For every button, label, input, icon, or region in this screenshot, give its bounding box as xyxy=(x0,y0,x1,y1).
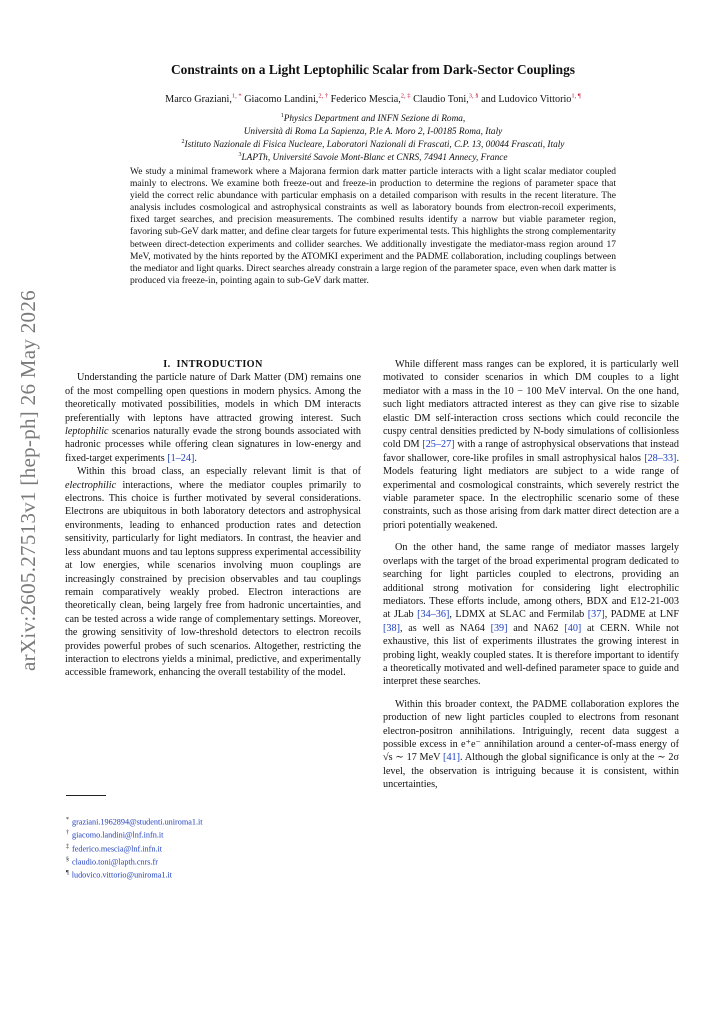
paragraph: On the other hand, the same range of mediator masses largely overlaps with the target of the broad experimental program dedicated to searching for light particles coupled to electrons, providing an additional strong motivation for considering light electrophilic mediators. These efforts include, among others, BDX and E12-21-003 at JLab [34–36], LDMX at SLAC and Fermilab [37], PADME at LNF [38], as well as NA64 [39] and NA62 [40] at CERN. While not exhaustive, this list of experiments illustrates the growing interest in probing light, weakly coupled states. It is therefore important to identify a theoretically motivated and well-defined parameter space to guide and interpret these searches. xyxy=(383,542,679,688)
author: Claudio Toni,$^{3, \S}$ xyxy=(413,93,479,106)
footnote-divider xyxy=(66,795,106,796)
author-list xyxy=(70,93,676,105)
section-heading: I. INTRODUCTION xyxy=(163,359,263,370)
right-column xyxy=(383,358,679,792)
author: and Ludovico Vittorio$^{1, \P}$ xyxy=(481,93,581,106)
footnote: § claudio.toni@lapth.cnrs.fr xyxy=(66,856,158,867)
citation-link[interactable]: [25–27] xyxy=(422,439,455,451)
author: Giacomo Landini,$^{2, \dagger}$ xyxy=(244,93,329,106)
citation-link[interactable]: [41] xyxy=(443,752,461,764)
footnote: * graziani.1962894@studenti.uniroma1.it xyxy=(66,817,203,827)
footnotes xyxy=(66,815,362,882)
arxiv-identifier: arXiv:2605.27513v1 [hep-ph] 26 May 2026 xyxy=(15,289,40,671)
abstract: We study a minimal framework where a Majorana fermion dark matter particle interacts with a light scalar mediator coupled mainly to electrons. We examine both freeze-out and freeze-in production to determine the regions of parameter space that yield the correct relic abundance with particular emphasis on a detailed comparison with results in the recent literature. The analysis includes cosmological and astrophysical constraints as well as laboratory bounds from electron-recoil experiments, fixed target searches, and precision measurements. The combined results identify a narrow but viable parameter region, favoring sub-GeV dark matter, and define clear targets for future experimental tests. This highlights the strong complementarity between direct-detection experiments and collider searches. We additionally investigate the mediator-mass region around 17 MeV, motivated by the hints reported by the ATOMKI experiment and the PADME collaboration, including couplings between the mediator and light quarks. Direct searches already constrain a large region of the parameter space, even when dark matter is produced via freeze-in, pointing again to sub-GeV dark matter. xyxy=(130,167,616,286)
paragraph: Within this broad class, an especially relevant limit is that of electrophilic interactions, where the mediator couples primarily to electrons. This choice is further motivated by several considerations. Electrons are ubiquitous in both laboratory detectors and astrophysical environments, leading to enhanced production rates and detection sensitivity, particularly for light mediators. In contrast, the heavier and less abundant muons and tau leptons suppress experimental accessibility at low energies, while scenarios involving muon couplings are increasingly constrained by precision observables and tau couplings remain comparatively weakly probed. Electron interactions are theoretically clean, being largely free from hadronic uncertainties, and can be tested across a wide range of complementary settings. Moreover, the growing sensitivity of low-threshold detectors to electron recoils provides powerful probes of such scenarios. Altogether, restricting the interaction to electrons yields a minimal, predictive, and experimentally accessible framework, enhancing the overall testability of the model. xyxy=(65,466,361,679)
citation-link[interactable]: [37] xyxy=(587,609,605,621)
email-link[interactable]: graziani.1962894@studenti.uniroma1.it xyxy=(72,817,203,827)
footnote: ¶ ludovico.vittorio@uniroma1.it xyxy=(66,870,173,881)
footnote: † giacomo.landini@lnf.infn.it xyxy=(66,830,164,841)
citation-link[interactable]: [34–36] xyxy=(417,609,450,621)
email-link[interactable]: ludovico.vittorio@uniroma1.it xyxy=(71,871,173,881)
citation-link[interactable]: [38] xyxy=(383,622,400,634)
email-link[interactable]: claudio.toni@lapth.cnrs.fr xyxy=(72,857,158,867)
citation-link[interactable]: [39] xyxy=(490,622,508,634)
paragraph: While different mass ranges can be explored, it is particularly well motivated to consider scenarios in which DM couples to a light mediator with a mass in the 10 − 100 MeV interval. On the one hand, such light mediators attracted interest as they can give rise to sizable elastic DM self-interaction cross sections which could reconcile the cuspy central densities predicted by N-body simulations of collisionless cold DM [25–27] with a range of astrophysical observations that instead favor shallower, core-like profiles in small astrophysical halos [28–33]. Models featuring light mediators are subject to a wide range of experimental and cosmological constraints, which severely restrict the viable parameter space. In the electrophilic scenario some of these constraints, such as those arising from dark matter direct detection are a priori potentially weakened. xyxy=(383,359,679,531)
author: Federico Mescia,$^{2, \ddagger}$ xyxy=(330,93,411,106)
paragraph: Understanding the particle nature of Dark Matter (DM) remains one of the most compelling open questions in modern physics. Among the theoretically motivated possibilities, models in which DM interacts preferentially with leptons have attracted growing interest. Such leptophilic scenarios naturally evade the strong bounds associated with hadronic processes while offering clean signatures in low-energy and fixed-target experiments [1–24]. xyxy=(65,372,361,464)
citation-link[interactable]: [40] xyxy=(564,622,582,634)
affiliation: $^1$Physics Department and INFN Sezione di Roma, xyxy=(280,113,466,125)
footnote: ‡ federico.mescia@lnf.infn.it xyxy=(66,843,163,854)
left-column xyxy=(65,358,361,680)
affiliation: $^3$LAPTh, Université Savoie Mont-Blanc et CNRS, 74941 Annecy, France xyxy=(238,152,508,164)
paragraph: Within this broader context, the PADME collaboration explores the production of new light particles coupled to electrons from resonant electron-positron annihilations. Intriguingly, recent data suggest a possible excess in e⁺e⁻ annihilation around a center-of-mass energy of √s ∼ 17 MeV [41]. Although the global significance is only at the ∼ 2σ level, the observation is intriguing because it is consistent, within uncertainties, xyxy=(383,698,679,791)
paper-title: Constraints on a Light Leptophilic Scalar from Dark-Sector Couplings xyxy=(171,62,575,77)
citation-link[interactable]: [28–33] xyxy=(644,452,677,464)
arxiv-sidebar-stamp xyxy=(8,290,48,670)
citation-link[interactable]: [1–24] xyxy=(167,452,195,464)
affiliation: Università di Roma La Sapienza, P.le A. Moro 2, I-00185 Roma, Italy xyxy=(243,127,503,138)
email-link[interactable]: giacomo.landini@lnf.infn.it xyxy=(72,831,164,841)
affiliation: $^2$Istituto Nazionale di Fisica Nucleare, Laboratori Nazionali di Frascati, C.P. 13, 00044 Frascati, Italy xyxy=(181,139,565,151)
email-link[interactable]: federico.mescia@lnf.infn.it xyxy=(72,844,163,854)
author: Marco Graziani,$^{1, *}$ xyxy=(165,93,242,106)
